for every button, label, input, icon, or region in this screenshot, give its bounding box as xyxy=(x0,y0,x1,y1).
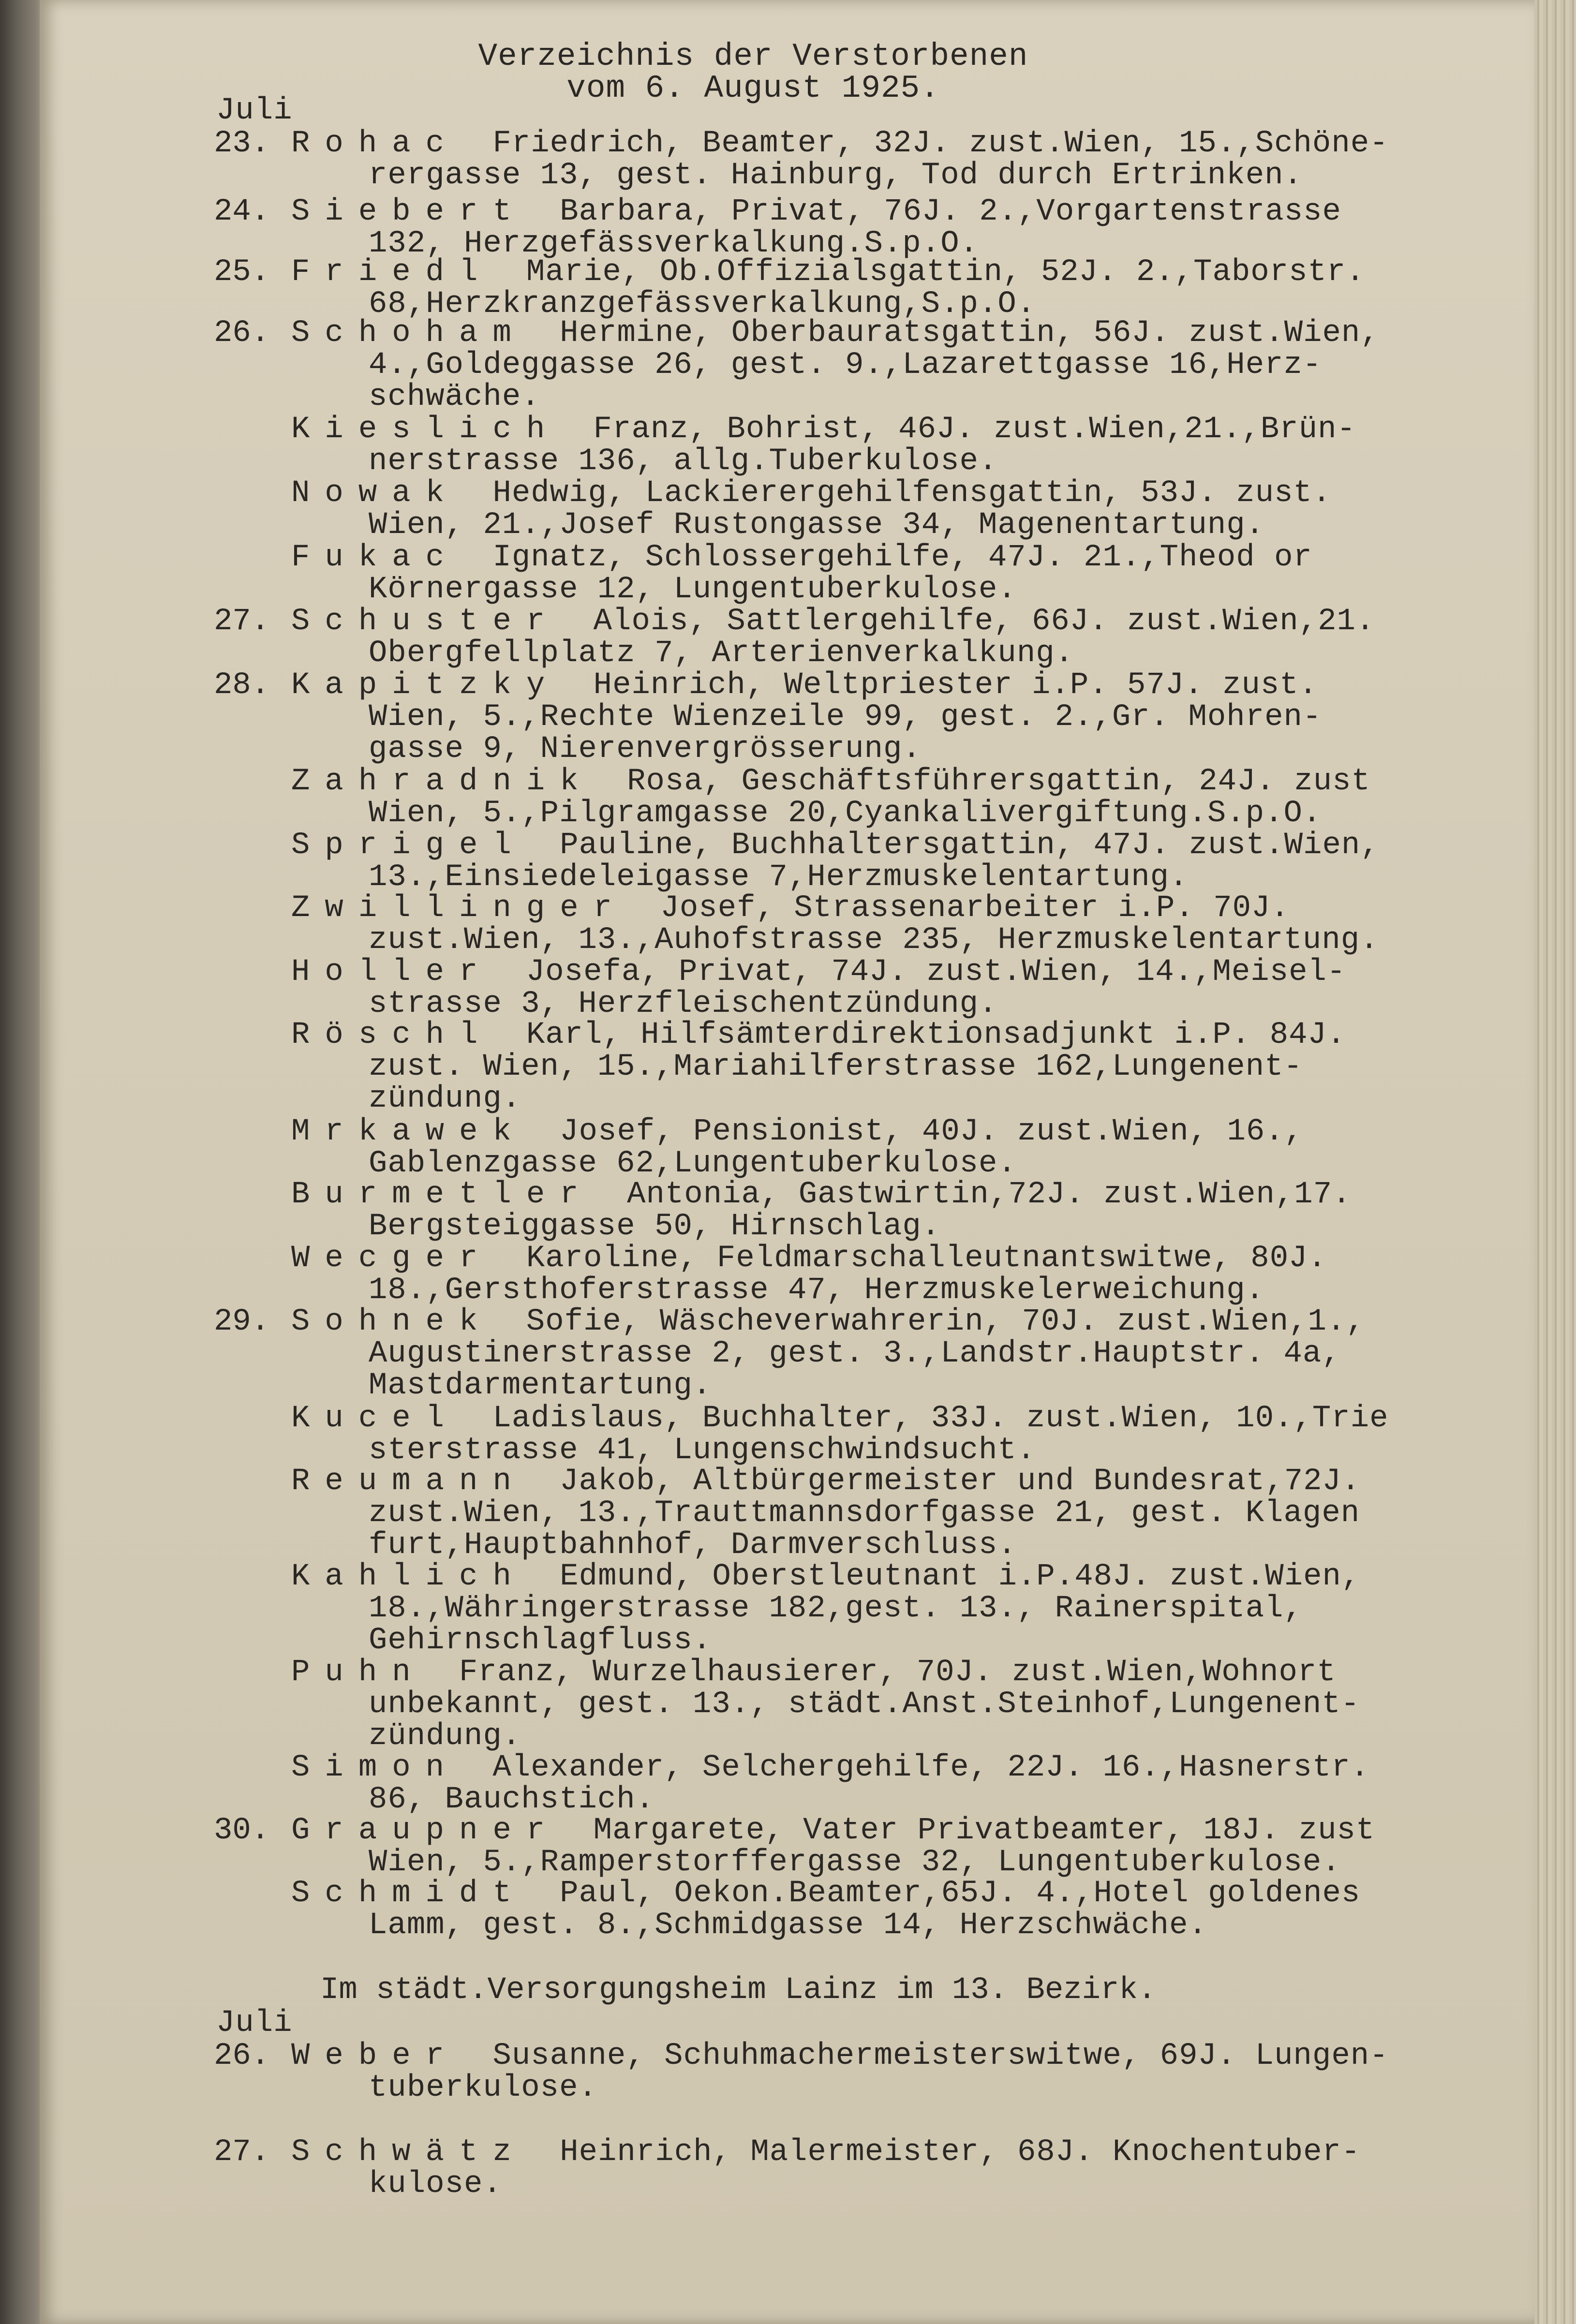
entry-first-line xyxy=(291,1116,1303,1148)
entry-text: Pauline, Buchhaltersgattin, 47J. zust.Wien, xyxy=(560,828,1380,863)
entry-surname: Kapitzky xyxy=(291,668,594,703)
entry-date: 28. xyxy=(214,668,270,703)
entry-surname: Sprigel xyxy=(291,828,560,863)
entry-surname: Schwätz xyxy=(291,2135,560,2170)
section-heading: Im städt.Versorgungsheim Lainz im 13. Bezirk. xyxy=(320,1973,1157,2008)
entry-text: Alexander, Selchergehilfe, 22J. 16.,Hasnerstr. xyxy=(492,1750,1370,1785)
entry-text: Karl, Hilfsämterdirektionsadjunkt i.P. 84J. xyxy=(526,1018,1346,1052)
entry-text: Paul, Oekon.Beamter,65J. 4.,Hotel goldenes xyxy=(560,1876,1361,1911)
entry-continuation: furt,Hauptbahnhof, Darmverschluss. xyxy=(369,1528,1017,1563)
document-subtitle: vom 6. August 1925. xyxy=(566,70,940,106)
entry-first-line xyxy=(291,606,1375,637)
entry-first-line xyxy=(291,317,1380,349)
page-edges xyxy=(1534,0,1576,2324)
entry-continuation: strasse 3, Herzfleischentzündung. xyxy=(369,987,998,1021)
entry-text: Sofie, Wäscheverwahrerin, 70J. zust.Wien,1., xyxy=(526,1304,1365,1339)
typed-register xyxy=(40,0,1534,2324)
entry-date: 27. xyxy=(214,2135,270,2170)
entry-first-line xyxy=(291,128,1389,160)
entry-first-line xyxy=(291,1561,1360,1593)
entry-surname: Reumann xyxy=(291,1464,560,1499)
entry-first-line xyxy=(291,1243,1327,1274)
entry-surname: Wecger xyxy=(291,1241,526,1276)
entry-continuation: schwäche. xyxy=(369,380,540,414)
entry-continuation: Obergfellplatz 7, Arterienverkalkung. xyxy=(369,636,1074,671)
entry-text: Josefa, Privat, 74J. zust.Wien, 14.,Meisel- xyxy=(526,955,1346,990)
entry-surname: Schoham xyxy=(291,316,560,351)
entry-first-line xyxy=(291,669,1318,701)
entry-continuation: 132, Herzgefässverkalkung.S.p.O. xyxy=(369,226,979,261)
entry-continuation: kulose. xyxy=(369,2167,502,2202)
entry-continuation: Wien, 5.,Ramperstorffergasse 32, Lungentuberkulose. xyxy=(369,1845,1341,1880)
entry-continuation: zündung. xyxy=(369,1719,521,1754)
entry-first-line xyxy=(291,829,1380,861)
entry-surname: Siebert xyxy=(291,194,560,229)
entry-text: Alois, Sattlergehilfe, 66J. zust.Wien,21. xyxy=(593,604,1375,639)
entry-continuation: 18.,Gersthoferstrasse 47, Herzmuskelerweichung. xyxy=(369,1273,1265,1308)
entry-date: 30. xyxy=(214,1813,270,1848)
entry-surname: Burmetler xyxy=(291,1177,627,1212)
entry-first-line xyxy=(291,1752,1369,1784)
entry-date: 23. xyxy=(214,126,270,161)
entry-text: Franz, Bohrist, 46J. zust.Wien,21.,Brün- xyxy=(593,412,1356,447)
entry-first-line xyxy=(291,414,1356,445)
entry-first-line xyxy=(291,256,1365,288)
entry-continuation: Wien, 5.,Rechte Wienzeile 99, gest. 2.,Gr. Mohren- xyxy=(369,700,1322,735)
entry-continuation: tuberkulose. xyxy=(369,2071,597,2105)
entry-first-line xyxy=(291,956,1346,988)
entry-surname: Rohac xyxy=(291,126,493,161)
entry-continuation: Gablenzgasse 62,Lungentuberkulose. xyxy=(369,1146,1017,1181)
entry-date: 25. xyxy=(214,255,270,290)
entry-date: 29. xyxy=(214,1304,270,1339)
entry-first-line xyxy=(291,1306,1365,1338)
entry-continuation: gasse 9, Nierenvergrösserung. xyxy=(369,732,922,767)
entry-surname: Holler xyxy=(291,955,526,990)
entry-text: Antonia, Gastwirtin,72J. zust.Wien,17. xyxy=(627,1177,1352,1212)
entry-first-line xyxy=(291,766,1370,798)
entry-continuation: Gehirnschlagfluss. xyxy=(369,1623,712,1658)
entry-text: Josef, Pensionist, 40J. zust.Wien, 16., xyxy=(560,1114,1304,1149)
entry-surname: Sohnek xyxy=(291,1304,526,1339)
entry-first-line xyxy=(291,1878,1360,1910)
entry-surname: Mrkawek xyxy=(291,1114,560,1149)
entry-continuation: Lamm, gest. 8.,Schmidgasse 14, Herzschwäche. xyxy=(369,1908,1207,1943)
entry-first-line xyxy=(291,196,1341,228)
entry-continuation: 86, Bauchstich. xyxy=(369,1782,655,1817)
entry-text: Hedwig, Lackierergehilfensgattin, 53J. zust. xyxy=(492,476,1332,511)
binding-spine xyxy=(0,0,43,2324)
entry-first-line xyxy=(291,1815,1375,1847)
entry-date: 24. xyxy=(214,194,270,229)
entry-text: Ladislaus, Buchhalter, 33J. zust.Wien, 10.,Trie xyxy=(492,1401,1389,1436)
entry-text: Heinrich, Weltpriester i.P. 57J. zust. xyxy=(593,668,1318,703)
entry-surname: Zahradnik xyxy=(291,764,627,799)
entry-surname: Kieslich xyxy=(291,412,594,447)
entry-first-line xyxy=(291,477,1331,509)
entry-surname: Weber xyxy=(291,2039,493,2073)
entry-continuation: zust.Wien, 13.,Auhofstrasse 235, Herzmuskelentartung. xyxy=(369,923,1379,958)
entry-first-line xyxy=(291,1657,1336,1688)
entry-text: Ignatz, Schlossergehilfe, 47J. 21.,Theod or xyxy=(492,540,1312,575)
entry-text: Margarete, Vater Privatbeamter, 18J. zust xyxy=(593,1813,1375,1848)
entry-continuation: Bergsteiggasse 50, Hirnschlag. xyxy=(369,1209,941,1244)
entry-continuation: Augustinerstrasse 2, gest. 3.,Landstr.Hauptstr. 4a, xyxy=(369,1336,1341,1371)
entry-date: 27. xyxy=(214,604,270,639)
document-title: Verzeichnis der Verstorbenen xyxy=(478,38,1028,74)
entry-first-line xyxy=(291,542,1312,574)
entry-text: Franz, Wurzelhausierer, 70J. zust.Wien,Wohnort xyxy=(459,1655,1336,1690)
entry-first-line xyxy=(291,1465,1360,1497)
month-header-2: Juli xyxy=(216,2006,293,2041)
entry-continuation: Wien, 21.,Josef Rustongasse 34, Magenentartung. xyxy=(369,508,1265,543)
entry-first-line xyxy=(291,1403,1389,1435)
entry-continuation: 68,Herzkranzgefässverkalkung,S.p.O. xyxy=(369,287,1036,322)
entry-surname: Schmidt xyxy=(291,1876,560,1911)
entry-surname: Simon xyxy=(291,1750,493,1785)
entry-surname: Graupner xyxy=(291,1813,594,1848)
entry-text: Susanne, Schuhmachermeisterswitwe, 69J. Lungen- xyxy=(492,2039,1389,2073)
entry-surname: Röschl xyxy=(291,1018,526,1052)
entry-date: 26. xyxy=(214,316,270,351)
entry-surname: Kucel xyxy=(291,1401,493,1436)
entry-continuation: Mastdarmentartung. xyxy=(369,1368,712,1403)
entry-text: Jakob, Altbürgermeister und Bundesrat,72J. xyxy=(560,1464,1361,1499)
entry-surname: Friedl xyxy=(291,255,526,290)
entry-surname: Schuster xyxy=(291,604,594,639)
entry-text: Hermine, Oberbauratsgattin, 56J. zust.Wien, xyxy=(560,316,1380,351)
entry-text: Friedrich, Beamter, 32J. zust.Wien, 15.,Schöne- xyxy=(492,126,1389,161)
entry-text: Heinrich, Malermeister, 68J. Knochentuber- xyxy=(560,2135,1361,2170)
entry-text: Barbara, Privat, 76J. 2.,Vorgartenstrasse xyxy=(560,194,1341,229)
entry-text: Rosa, Geschäftsführersgattin, 24J. zust xyxy=(627,764,1370,799)
entry-continuation: 13.,Einsiedeleigasse 7,Herzmuskelentartung. xyxy=(369,860,1189,895)
entry-first-line xyxy=(291,2040,1389,2072)
month-header: Juli xyxy=(216,93,293,128)
entry-first-line xyxy=(291,1179,1352,1211)
entry-surname: Zwillinger xyxy=(291,891,661,926)
entry-continuation: 4.,Goldeggasse 26, gest. 9.,Lazarettgasse 16,Herz- xyxy=(369,348,1322,383)
entry-continuation: zust.Wien, 13.,Trauttmannsdorfgasse 21, gest. Klagen xyxy=(369,1496,1360,1531)
entry-continuation: zust. Wien, 15.,Mariahilferstrasse 162,Lungenent- xyxy=(369,1050,1303,1084)
entry-first-line xyxy=(291,892,1290,924)
entry-first-line xyxy=(291,2136,1360,2168)
entry-surname: Fukac xyxy=(291,540,493,575)
entry-first-line xyxy=(291,1019,1346,1051)
entry-continuation: 18.,Währingerstrasse 182,gest. 13., Rainerspital, xyxy=(369,1591,1303,1626)
entry-surname: Puhn xyxy=(291,1655,460,1690)
entry-text: Marie, Ob.Offizialsgattin, 52J. 2.,Taborstr. xyxy=(526,255,1365,290)
entry-continuation: rergasse 13, gest. Hainburg, Tod durch Ertrinken. xyxy=(369,158,1303,193)
entry-continuation: unbekannt, gest. 13., städt.Anst.Steinhof,Lungenent- xyxy=(369,1687,1360,1722)
entry-text: Josef, Strassenarbeiter i.P. 70J. xyxy=(660,891,1290,926)
entry-text: Edmund, Oberstleutnant i.P.48J. zust.Wien, xyxy=(560,1559,1361,1594)
entry-text: Karoline, Feldmarschalleutnantswitwe, 80J. xyxy=(526,1241,1327,1276)
entry-continuation: sterstrasse 41, Lungenschwindsucht. xyxy=(369,1433,1036,1468)
entry-surname: Nowak xyxy=(291,476,493,511)
entry-continuation: nerstrasse 136, allg.Tuberkulose. xyxy=(369,444,998,479)
entry-continuation: Körnergasse 12, Lungentuberkulose. xyxy=(369,572,1017,607)
entry-date: 26. xyxy=(214,2039,270,2073)
entry-continuation: Wien, 5.,Pilgramgasse 20,Cyankalivergiftung.S.p.O. xyxy=(369,796,1322,831)
entry-continuation: zündung. xyxy=(369,1081,521,1116)
entry-surname: Kahlich xyxy=(291,1559,560,1594)
